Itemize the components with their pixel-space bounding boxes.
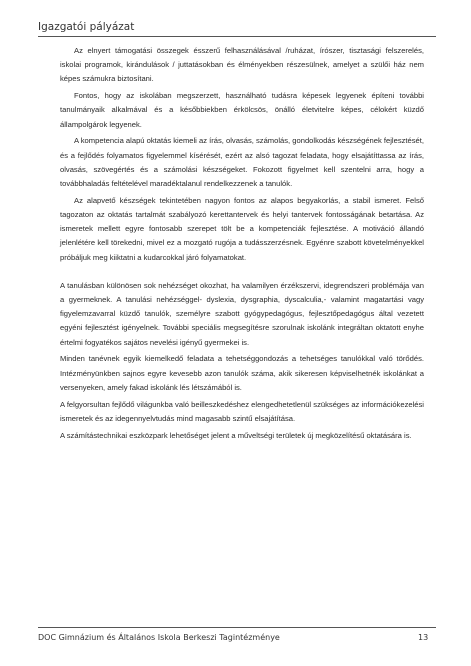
paragraph-4: Az alapvető készségek tekintetében nagyon fontos az alapos begyakorlás, a stabil ismeret. Felső tagozaton az oktatás tartalmát szabályozó kerettantervek és helyi tantervek fontosságának betartása. Az ismeretek mellett egyre fontosabb szerepet tölt be a kompetenciák fejlesztése. A motiváció állandó jelenlétére kell törekedni, mivel ez a mozgató rugója a tudásszerzésnek. Egyénre szabott követelményekkel próbáljuk meg kiiktatni a kudarcokkal járó folyamatokat.	[60, 195, 424, 262]
paragraph-6: Minden tanévnek egyik kiemelkedő feladata a tehetséggondozás a tehetséges tanulókkal való törődés. Intézményünkben sajnos egyre kevesebb azon tanulók száma, akik sikeresen képviselhetnék iskolánkat a versenyeken, amely fakad iskolánk lés létszámából is.	[60, 354, 424, 392]
footer-institution: DOC Gimnázium és Általános Iskola Berkeszi Tagintézménye	[38, 633, 280, 642]
footer-divider	[38, 627, 436, 628]
paragraph-5: A tanulásban különösen sok nehézséget okozhat, ha valamilyen érzékszervi, idegrendszeri problémája van a gyermeknek. A tanulási nehézséggel- dyslexia, dysgraphia, dyscalculia,- valamint magatartási vagy figyelemzavarral küzdő tanulók, személyre szabott gyógypedagógus, fejlesztőpedagógus által vezetett egyéni fejlesztést igényelnek. További speciális megsegítésre szorulnak iskolánk integráltan oktatott enyhe értelmi fogyatékos sajátos nevelési igényű gyermekei is.	[60, 280, 424, 347]
page-number: 13	[418, 633, 429, 642]
paragraph-8: A számítástechnikai eszközpark lehetőséget jelent a műveltségi területek új megközelítésű oktatására is.	[60, 430, 412, 440]
document-body	[60, 44, 424, 445]
paragraph-7: A felgyorsultan fejlődő világunkba való beilleszkedéshez elengedhetetlenül szükséges az információkezelési ismeretek és az idegennyelvtudás mind magasabb szintű elsajátítása.	[60, 399, 424, 423]
header-divider	[38, 36, 436, 37]
header-title: Igazgatói pályázat	[38, 21, 135, 33]
paragraph-3: A kompetencia alapú oktatás kiemeli az írás, olvasás, számolás, gondolkodás készségének fejlesztését, és a fejlődés folyamatos figyelemmel kísérését, ezért az alsó tagozat feladata, hogy elsajátíttassa az írás, olvasás, szövegértés és a számolási készségeket. Fokozott figyelmet kell szentelni arra, hogy a továbbhaladás feltételével maradéktalanul rendelkezzenek a tanulók.	[60, 136, 424, 189]
paragraph-2: Fontos, hogy az iskolában megszerzett, használható tudásra képesek legyenek építeni további tanulmányaik alkalmával és a későbbiekben érkölcsös, önálló életvitelre képes, célokért küzdő állampolgárok legyenek.	[60, 91, 424, 129]
paragraph-1: Az elnyert támogatási összegek ésszerű felhasználásával /ruházat, írószer, tisztasági felszerelés, iskolai programok, kirándulások / juttatásokban és élményekben részesülnek, amelyet a szülői ház nem képes számukra biztosítani.	[60, 46, 424, 84]
